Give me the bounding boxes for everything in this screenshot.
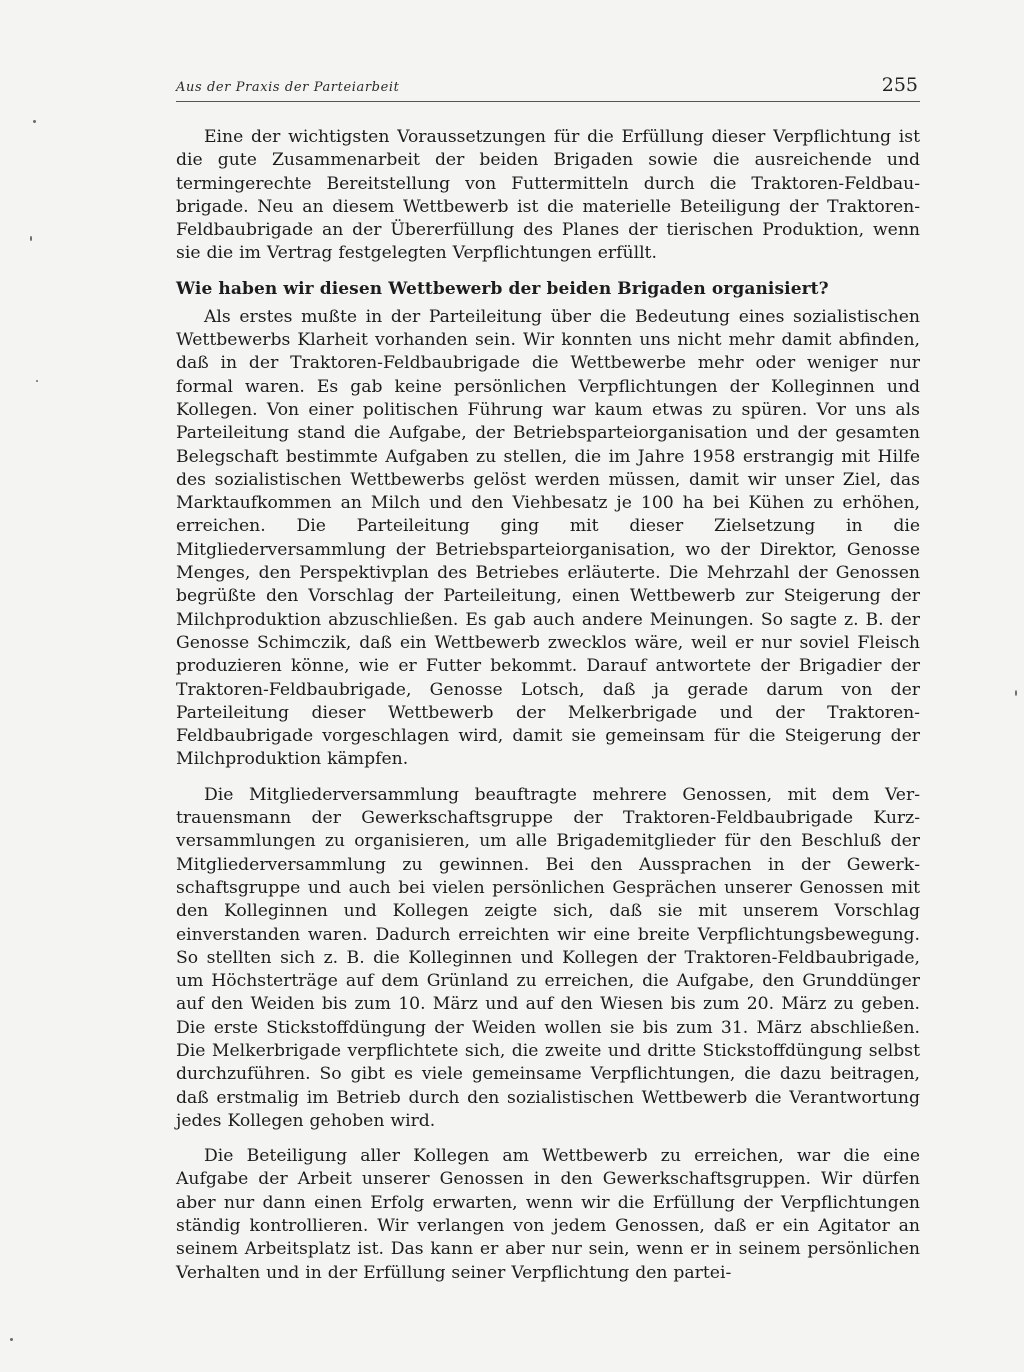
article-body: [176, 126, 920, 1297]
page-number: 255: [881, 74, 918, 96]
section-heading: Wie haben wir diesen Wettbewerb der beiden Brigaden organisiert?: [176, 278, 829, 299]
header-rule: [176, 101, 920, 102]
scan-speck: [36, 380, 38, 382]
paragraph: Als erstes mußte in der Parteileitung über die Bedeutung eines sozialistischen Wettbewerbs Klarheit vorhanden sein. Wir konnten uns nicht mehr damit abfinden, daß in der Traktoren-Feldbaubrigade die Wettbewerbe mehr oder weniger nur formal waren. Es gab keine persönlichen Verpflichtungen der Kolleginnen und Kollegen. Von einer politischen Führung war kaum etwas zu spüren. Vor uns als Parteileitung stand die Aufgabe, der Betriebsparteiorganisation und der gesamten Belegschaft bestimmte Aufgaben zu stellen, die im Jahre 1958 erstrangig mit Hilfe des sozialistischen Wettbewerbs gelöst werden müssen, damit wir unser Ziel, das Marktaufkommen an Milch und den Viehbesatz je 100 ha bei Kühen zu erhöhen, erreichen. Die Parteileitung ging mit dieser Zielsetzung in die Mitgliederversammlung der Betriebsparteiorganisation, wo der Direktor, Genosse Menges, den Perspektivplan des Betriebes erläuterte. Die Mehrzahl der Genossen begrüßte den Vorschlag der Parteileitung, einen Wettbewerb zur Steigerung der Milchproduktion abzuschließen. Es gab auch andere Meinungen. So sagte z. B. der Genosse Schimczik, daß ein Wettbewerb zwecklos wäre, weil er nur soviel Fleisch produzieren könne, wie er Futter bekommt. Darauf antwortete der Brigadier der Traktoren-Feldbaubrigade, Genosse Lotsch, daß ja gerade darum von der Parteileitung dieser Wettbewerb der Melkerbrigade und der Traktoren-Feldbaubrigade vorgeschlagen wird, damit sie gemeinsam für die Steigerung der Milchproduktion kämpfen.: [176, 306, 920, 770]
paragraph: Eine der wichtigsten Voraussetzungen für die Erfüllung dieser Verpflichtung ist die gute Zusammenarbeit der beiden Brigaden sowie die ausreichende und termingerechte Bereitstellung von Futtermitteln durch die Traktoren-Feldbaubrigade. Neu an diesem Wettbewerb ist die materielle Beteiligung der Traktoren-Feldbaubrigade an der Übererfüllung des Planes der tierischen Produktion, wenn sie die im Vertrag festgelegten Verpflichtungen erfüllt.: [176, 127, 920, 264]
scan-speck: [1015, 690, 1017, 696]
scan-speck: [33, 120, 36, 123]
running-head: Aus der Praxis der Parteiarbeit: [176, 80, 400, 95]
scan-speck: [30, 236, 32, 241]
scan-speck: [10, 1338, 13, 1341]
page-header: [176, 74, 920, 104]
paragraph: Die Beteiligung aller Kollegen am Wettbewerb zu erreichen, war die eine Aufgabe der Arbeit unserer Genossen in den Gewerkschaftsgruppen. Wir dürfen aber nur dann einen Erfolg erwarten, wenn wir die Erfüllung der Verpflichtungen ständig kontrollieren. Wir verlangen von jedem Genossen, daß er ein Agitator an seinem Arbeitsplatz ist. Das kann er aber nur sein, wenn er in seinem persönlichen Verhalten und in der Erfüllung seiner Verpflichtung den partei-: [176, 1146, 920, 1283]
paragraph: Die Mitgliederversammlung beauftragte mehrere Genossen, mit dem Vertrauensmann der Gewerkschaftsgruppe der Traktoren-Feldbaubrigade Kurzversammlungen zu organisieren, um alle Brigademitglieder für den Beschluß der Mitgliederversammlung zu gewinnen. Bei den Aussprachen in der Gewerkschaftsgruppe und auch bei vielen persönlichen Gesprächen unserer Genossen mit den Kolleginnen und Kollegen zeigte sich, daß sie mit unserem Vorschlag einverstanden waren. Dadurch erreichten wir eine breite Verpflichtungsbewegung. So stellten sich z. B. die Kolleginnen und Kollegen der Traktoren-Feldbaubrigade, um Höchsterträge auf dem Grünland zu erreichen, die Aufgabe, den Grunddünger auf den Weiden bis zum 10. März und auf den Wiesen bis zum 20. März zu geben. Die erste Stickstoffdüngung der Weiden wollen sie bis zum 31. März abschließen. Die Melkerbrigade verpflichtete sich, die zweite und dritte Stickstoffdüngung selbst durchzuführen. So gibt es viele gemeinsame Verpflichtungen, die dazu beitragen, daß erstmalig im Betrieb durch den sozialistischen Wettbewerb die Verantwortung jedes Kollegen gehoben wird.: [176, 784, 920, 1131]
